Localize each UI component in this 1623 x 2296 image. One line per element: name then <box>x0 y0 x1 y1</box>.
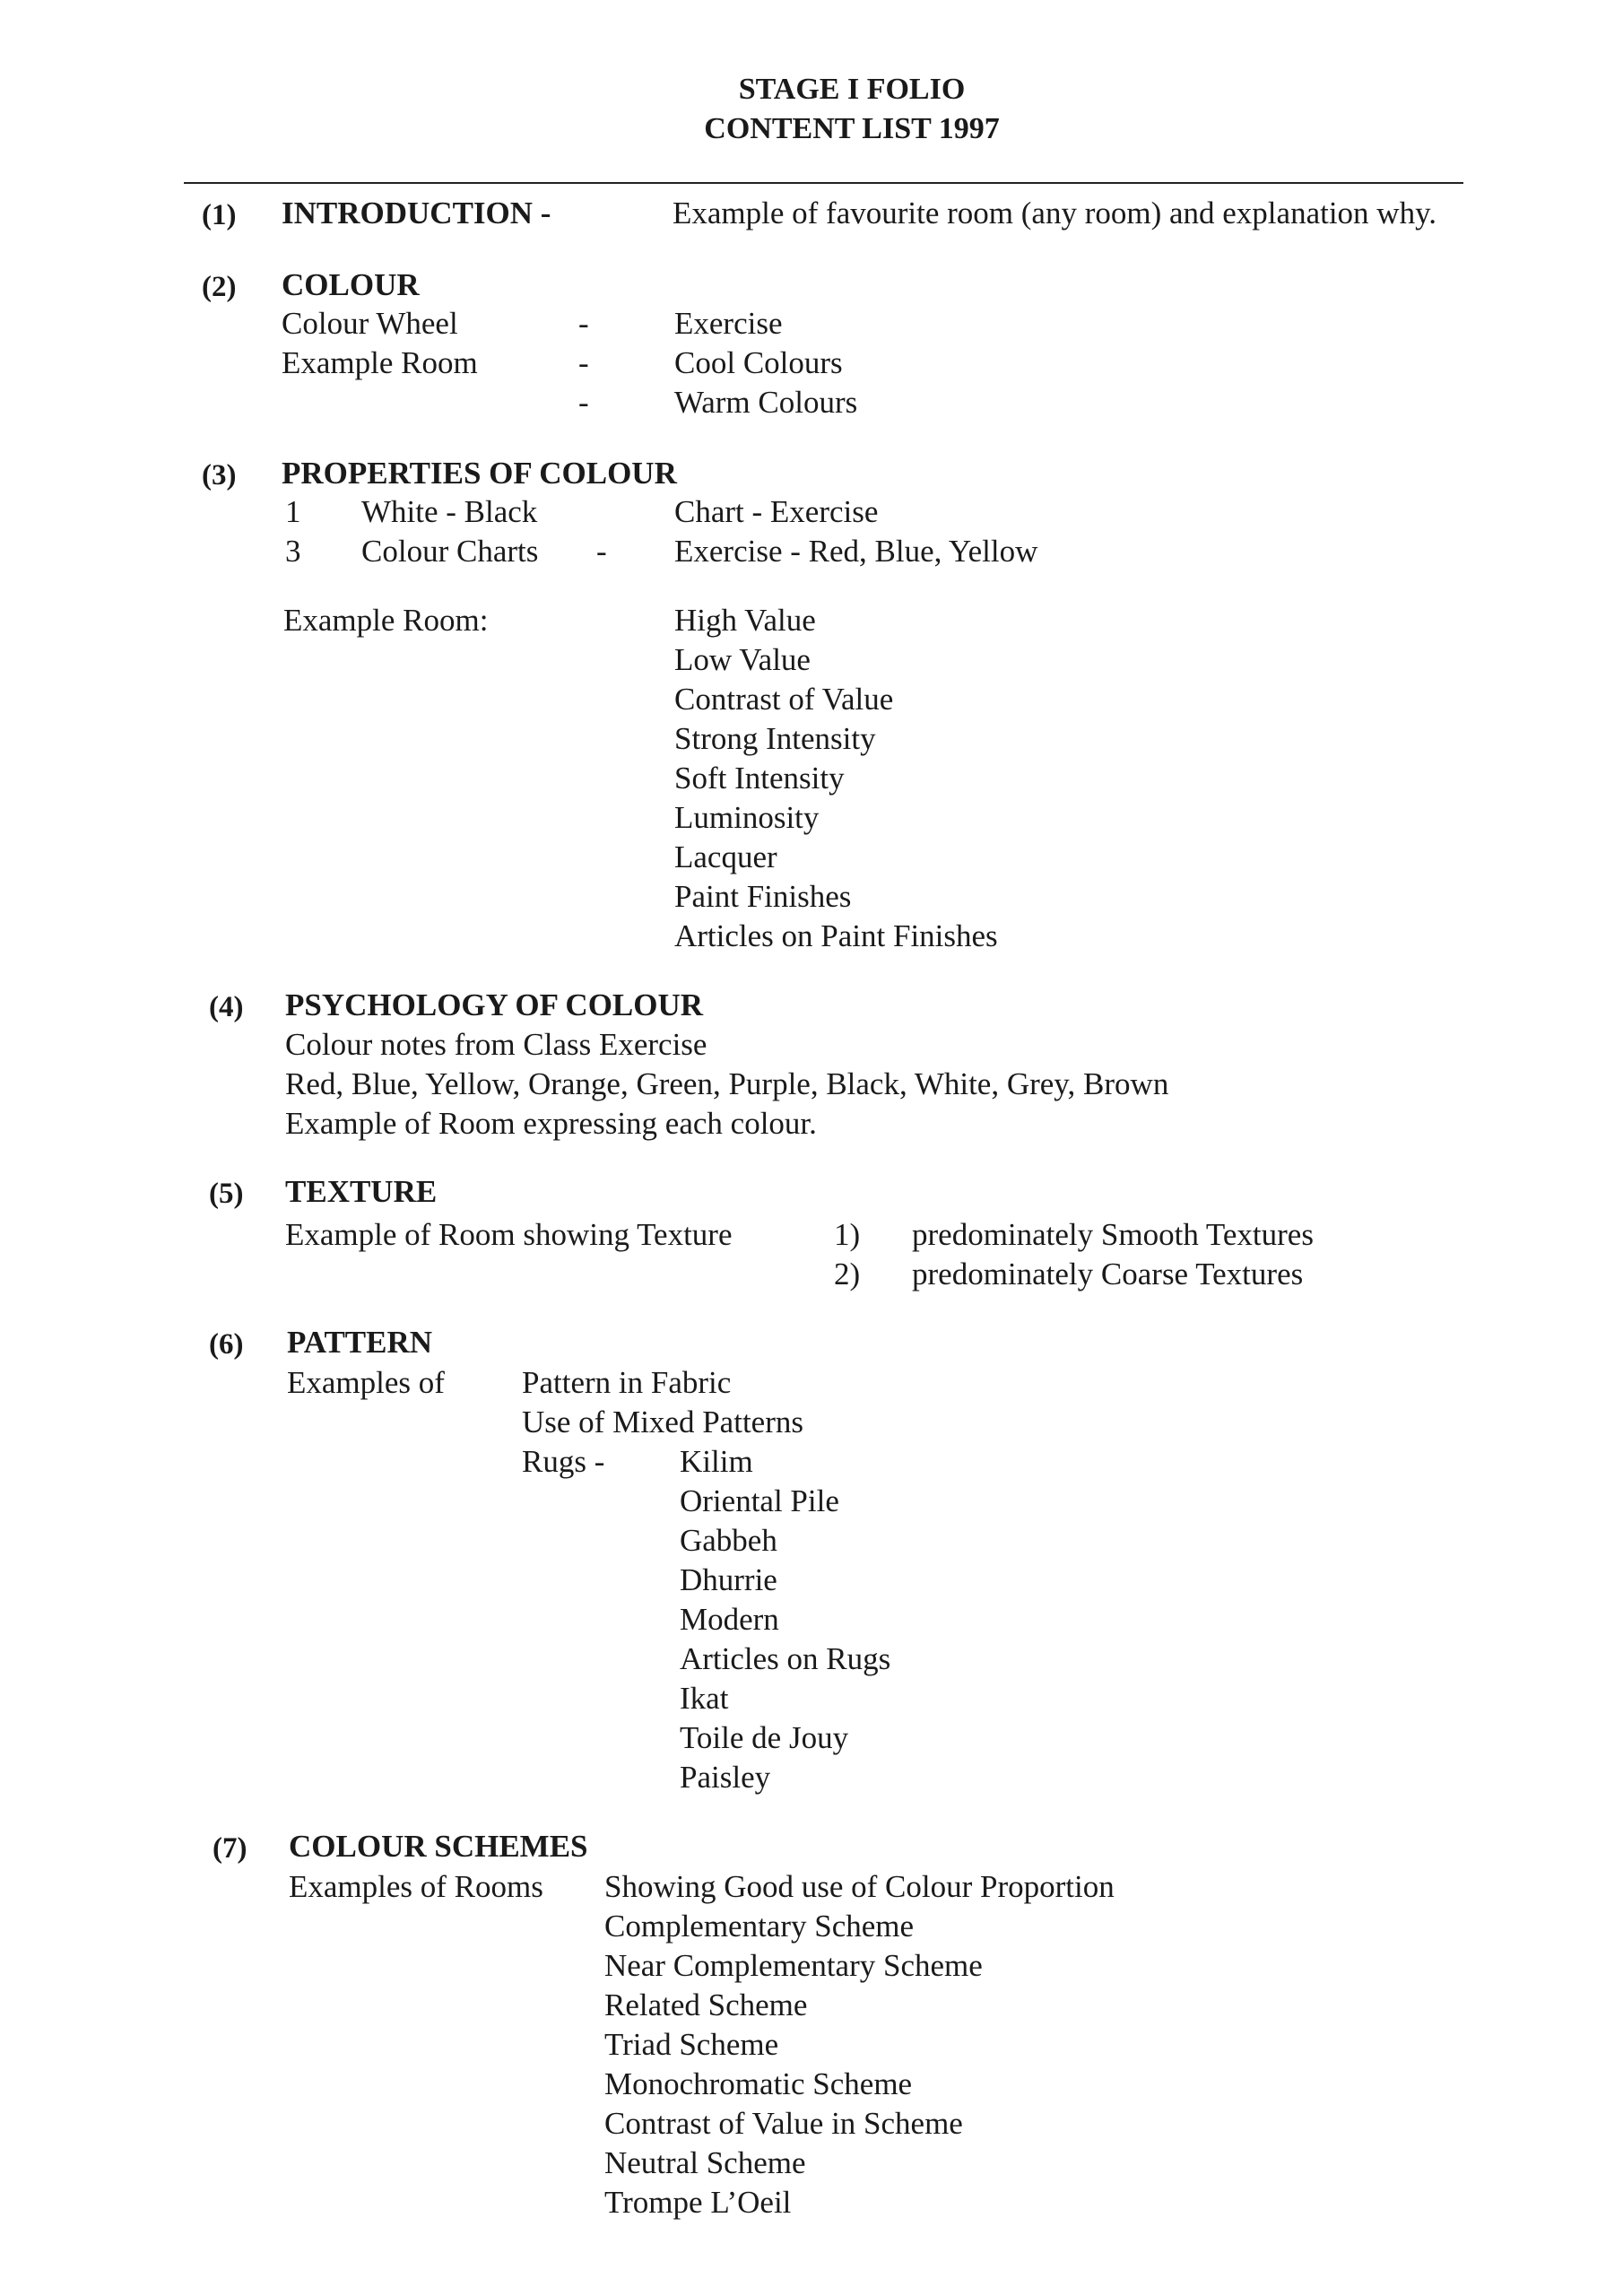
row-value: Cool Colours <box>674 345 843 380</box>
page-title: STAGE I FOLIO <box>738 73 966 106</box>
list-item: predominately Smooth Textures <box>912 1217 1314 1252</box>
section-number: (2) <box>202 271 237 303</box>
section-number: (5) <box>209 1178 244 1210</box>
rug-item: Toile de Jouy <box>680 1720 849 1755</box>
section-line: Red, Blue, Yellow, Orange, Green, Purple, Black, White, Grey, Brown <box>285 1066 1169 1101</box>
list-item: Related Scheme <box>604 1987 808 2022</box>
rug-item: Oriental Pile <box>680 1483 839 1518</box>
rug-item: Modern <box>680 1602 779 1637</box>
row-value: Warm Colours <box>674 385 858 420</box>
section-heading: PROPERTIES OF COLOUR <box>282 456 677 491</box>
list-item: Contrast of Value in Scheme <box>604 2106 963 2141</box>
section-line: Colour notes from Class Exercise <box>285 1027 707 1062</box>
list-item: Contrast of Value <box>674 682 894 717</box>
rug-item: Kilim <box>680 1444 753 1479</box>
section-number: (3) <box>202 459 237 491</box>
row-label: Colour Wheel <box>282 306 458 341</box>
row-value: Chart - Exercise <box>674 494 879 529</box>
row-dash: - <box>578 345 589 380</box>
list-item: High Value <box>674 603 816 638</box>
rug-item: Paisley <box>680 1760 771 1795</box>
item-number: 1) <box>834 1217 861 1252</box>
row-label: Colour Charts <box>361 534 539 569</box>
list-item: Neutral Scheme <box>604 2145 806 2180</box>
item-number: 2) <box>834 1257 861 1292</box>
list-item: predominately Coarse Textures <box>912 1257 1304 1292</box>
list-item: Strong Intensity <box>674 721 876 756</box>
rug-item: Ikat <box>680 1681 729 1716</box>
section-number: (6) <box>209 1328 244 1361</box>
list-item: Lacquer <box>674 839 777 874</box>
section-heading: PSYCHOLOGY OF COLOUR <box>285 987 704 1022</box>
section-heading: PATTERN <box>287 1325 433 1360</box>
list-item: Triad Scheme <box>604 2027 779 2062</box>
section-label: Examples of Rooms <box>289 1869 543 1904</box>
list-item: Monochromatic Scheme <box>604 2066 913 2101</box>
section-heading: COLOUR SCHEMES <box>289 1829 588 1864</box>
row-dash: - <box>578 306 589 341</box>
section-text: Example of favourite room (any room) and explanation why. <box>673 196 1437 230</box>
list-item: Showing Good use of Colour Proportion <box>604 1869 1115 1904</box>
section-number: (1) <box>202 199 237 231</box>
rug-item: Dhurrie <box>680 1562 777 1597</box>
list-item: Paint Finishes <box>674 879 852 914</box>
row-value: Exercise <box>674 306 783 341</box>
row-number: 3 <box>285 534 301 569</box>
rug-item: Gabbeh <box>680 1523 777 1558</box>
row-value: Exercise - Red, Blue, Yellow <box>674 534 1038 569</box>
rugs-label: Rugs - <box>522 1444 605 1479</box>
list-item: Complementary Scheme <box>604 1909 915 1944</box>
row-dash: - <box>596 534 607 569</box>
row-dash: - <box>578 385 589 420</box>
section-heading: COLOUR <box>282 267 420 302</box>
list-item: Trompe L’Oeil <box>604 2185 792 2220</box>
list-item: Low Value <box>674 642 811 677</box>
list-item: Soft Intensity <box>674 761 845 796</box>
section-line: Example of Room expressing each colour. <box>285 1106 817 1141</box>
row-label: White - Black <box>361 494 538 529</box>
page-subtitle: CONTENT LIST 1997 <box>704 112 1000 145</box>
row-number: 1 <box>285 494 301 529</box>
section-number: (7) <box>213 1832 247 1865</box>
section-number: (4) <box>209 991 244 1023</box>
header-divider <box>184 182 1463 184</box>
list-item: Luminosity <box>674 800 820 835</box>
list-item: Articles on Paint Finishes <box>674 918 998 953</box>
section-heading: TEXTURE <box>285 1174 438 1209</box>
rug-item: Articles on Rugs <box>680 1641 891 1676</box>
list-item: Near Complementary Scheme <box>604 1948 983 1983</box>
section-label: Examples of <box>287 1365 445 1400</box>
row-label: Example Room <box>282 345 478 380</box>
section-label: Example of Room showing Texture <box>285 1217 733 1252</box>
example-label: Example Room: <box>283 603 489 638</box>
list-item: Pattern in Fabric <box>522 1365 732 1400</box>
section-heading: INTRODUCTION - <box>282 196 551 230</box>
list-item: Use of Mixed Patterns <box>522 1405 803 1439</box>
